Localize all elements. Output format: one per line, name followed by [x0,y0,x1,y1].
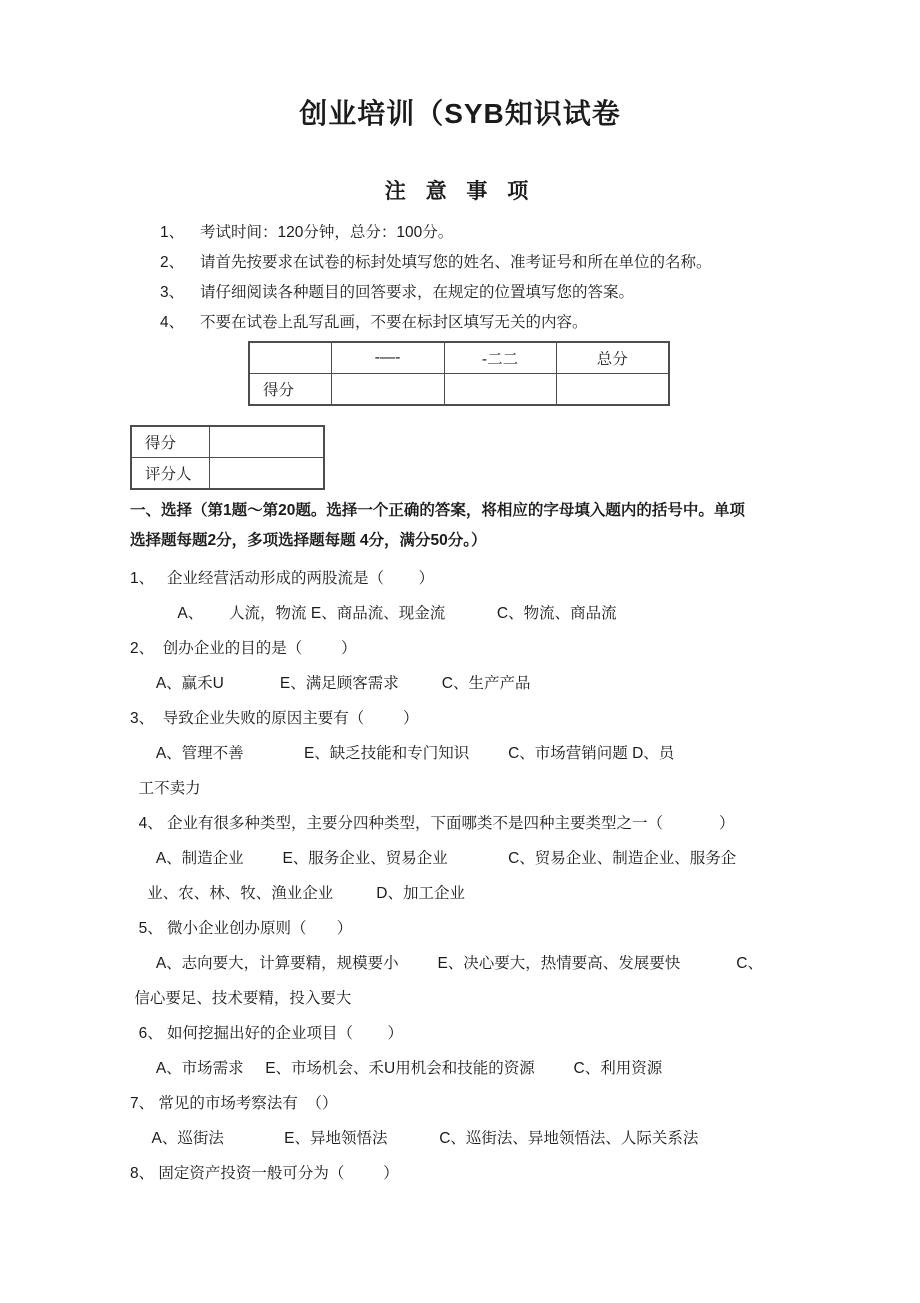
page-title: 创业培训（SYB知识试卷 [299,98,621,129]
notice-text: 考试时间：120分钟，总分：100分。 [200,224,454,241]
question-1-options: A、 人流，物流 E、商品流、现金流 C、物流、商品流 [130,605,617,622]
notice-heading: 注 意 事 项 [384,180,536,203]
grader-name-label: 评分人 [131,458,209,490]
grader-name-value-cell [209,458,324,490]
question-3-text: 3、 导致企业失败的原因主要有（ ） [130,710,419,727]
grader-score-row [131,426,324,458]
question-7-options: A、巡街法 E、异地领悟法 C、巡街法、异地领悟法、人际关系法 [130,1130,699,1147]
question-6-text: 6、 如何挖掘出好的企业项目（ ） [130,1025,404,1042]
grader-score-value-cell [209,426,324,458]
notice-number: 4、 [160,314,185,331]
score-header-cell [249,342,331,374]
notice-text: 请仔细阅读各种题目的回答要求，在规定的位置填写您的答案。 [200,284,635,301]
question-4-options-continued: 业、农、林、牧、渔业企业 D、加工企业 [130,885,465,902]
question-5-options: A、志向要大，计算要精，规模要小 E、决心要大，热情要高、发展要快 C、 [130,955,763,972]
question-1-text: 1、 企业经营活动形成的两股流是（ ） [130,570,434,587]
section-heading [130,496,800,556]
grader-score-label: 得分 [131,426,209,458]
score-header-cell-part1: -—- [331,342,444,374]
question-3-options-continued: 工不卖力 [130,780,201,797]
notice-number: 3、 [160,284,185,301]
question-2-options: A、赢禾U E、满足顾客需求 C、生产产品 [130,675,531,692]
notice-item [160,278,920,308]
question-8-text: 8、 固定资产投资一般可分为（ ） [130,1165,399,1182]
notice-item [160,308,920,338]
question-5-options-continued: 信心要足、技术要精，投入要大 [130,990,352,1007]
section-heading-line: 选择题每题2分，多项选择题每题 4分，满分50分。） [130,532,487,549]
question-5-text: 5、 微小企业创办原则（ ） [130,920,353,937]
score-value-cell [556,374,669,406]
notice-item [160,248,920,278]
score-value-cell [331,374,444,406]
score-value-row [249,374,669,406]
grader-name-row [131,458,324,490]
section-heading-line: 一、选择（第1题～第20题。选择一个正确的答案，将相应的字母填入题内的括号中。单项 [130,502,745,519]
notice-text: 请首先按要求在试卷的标封处填写您的姓名、准考证号和所在单位的名称。 [200,254,712,271]
score-summary-table [248,341,670,406]
score-value-cell [444,374,556,406]
question-7-text: 7、 常见的市场考察法有 （） [130,1095,338,1112]
question-2-text: 2、 创办企业的目的是（ ） [130,640,357,657]
score-header-cell-total: 总分 [556,342,669,374]
notice-number: 2、 [160,254,185,271]
score-header-cell-part2: -二二 [444,342,556,374]
question-6-options: A、市场需求 E、市场机会、禾U用机会和技能的资源 C、利用资源 [130,1060,663,1077]
notice-list [160,218,920,338]
score-header-row [249,342,669,374]
question-3-options: A、管理不善 E、缺乏技能和专门知识 C、市场营销问题 D、员 [130,745,675,762]
question-list [130,561,830,1191]
notice-text: 不要在试卷上乱写乱画，不要在标封区填写无关的内容。 [200,314,588,331]
question-4-options: A、制造企业 E、服务企业、贸易企业 C、贸易企业、制造企业、服务企 [130,850,737,867]
grader-score-table [130,425,325,490]
notice-number: 1、 [160,224,185,241]
notice-item [160,218,920,248]
score-row-label: 得分 [249,374,331,406]
question-4-text: 4、 企业有很多种类型，主要分四种类型，下面哪类不是四种主要类型之一（ ） [130,815,735,832]
